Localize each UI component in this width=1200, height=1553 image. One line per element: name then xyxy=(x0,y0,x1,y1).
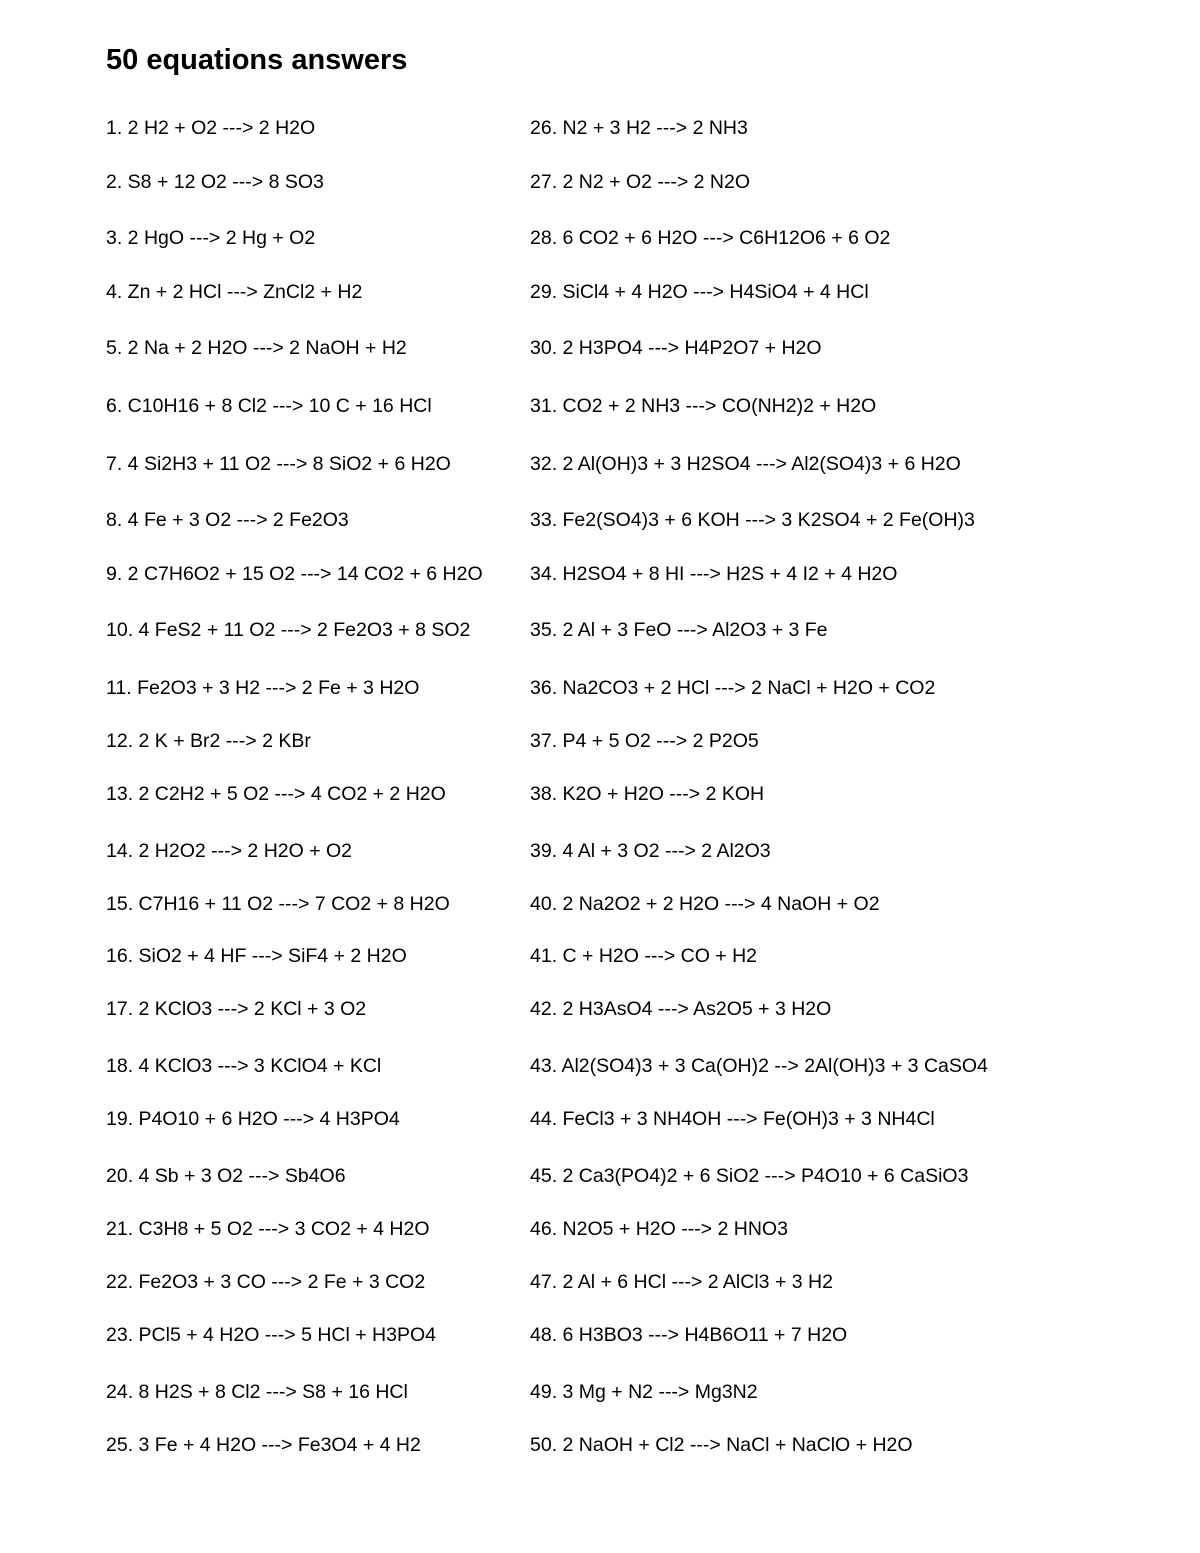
equation-40: 40. 2 Na2O2 + 2 H2O ---> 4 NaOH + O2 xyxy=(530,893,880,915)
equation-12: 12. 2 K + Br2 ---> 2 KBr xyxy=(106,730,311,752)
equation-39: 39. 4 Al + 3 O2 ---> 2 Al2O3 xyxy=(530,840,771,862)
equation-3: 3. 2 HgO ---> 2 Hg + O2 xyxy=(106,227,316,249)
equation-30: 30. 2 H3PO4 ---> H4P2O7 + H2O xyxy=(530,337,822,359)
equation-37: 37. P4 + 5 O2 ---> 2 P2O5 xyxy=(530,730,759,752)
equation-9: 9. 2 C7H6O2 + 15 O2 ---> 14 CO2 + 6 H2O xyxy=(106,563,483,585)
equation-42: 42. 2 H3AsO4 ---> As2O5 + 3 H2O xyxy=(530,998,832,1020)
equation-31: 31. CO2 + 2 NH3 ---> CO(NH2)2 + H2O xyxy=(530,395,877,417)
equation-35: 35. 2 Al + 3 FeO ---> Al2O3 + 3 Fe xyxy=(530,619,828,641)
equation-44: 44. FeCl3 + 3 NH4OH ---> Fe(OH)3 + 3 NH4Cl xyxy=(530,1108,935,1130)
equation-4: 4. Zn + 2 HCl ---> ZnCl2 + H2 xyxy=(106,281,363,303)
equation-50: 50. 2 NaOH + Cl2 ---> NaCl + NaClO + H2O xyxy=(530,1434,913,1456)
equation-36: 36. Na2CO3 + 2 HCl ---> 2 NaCl + H2O + CO2 xyxy=(530,677,936,699)
equation-26: 26. N2 + 3 H2 ---> 2 NH3 xyxy=(530,117,748,139)
equation-29: 29. SiCl4 + 4 H2O ---> H4SiO4 + 4 HCl xyxy=(530,281,869,303)
equation-41: 41. C + H2O ---> CO + H2 xyxy=(530,945,758,967)
equation-33: 33. Fe2(SO4)3 + 6 KOH ---> 3 K2SO4 + 2 Fe(OH)3 xyxy=(530,509,975,531)
equation-47: 47. 2 Al + 6 HCl ---> 2 AlCl3 + 3 H2 xyxy=(530,1271,833,1293)
equation-25: 25. 3 Fe + 4 H2O ---> Fe3O4 + 4 H2 xyxy=(106,1434,421,1456)
equation-45: 45. 2 Ca3(PO4)2 + 6 SiO2 ---> P4O10 + 6 CaSiO3 xyxy=(530,1165,969,1187)
equation-24: 24. 8 H2S + 8 Cl2 ---> S8 + 16 HCl xyxy=(106,1381,408,1403)
equation-17: 17. 2 KClO3 ---> 2 KCl + 3 O2 xyxy=(106,998,367,1020)
equation-23: 23. PCl5 + 4 H2O ---> 5 HCl + H3PO4 xyxy=(106,1324,437,1346)
equation-18: 18. 4 KClO3 ---> 3 KClO4 + KCl xyxy=(106,1055,382,1077)
equation-13: 13. 2 C2H2 + 5 O2 ---> 4 CO2 + 2 H2O xyxy=(106,783,446,805)
equation-20: 20. 4 Sb + 3 O2 ---> Sb4O6 xyxy=(106,1165,346,1187)
equation-38: 38. K2O + H2O ---> 2 KOH xyxy=(530,783,765,805)
equation-11: 11. Fe2O3 + 3 H2 ---> 2 Fe + 3 H2O xyxy=(106,677,420,699)
equation-1: 1. 2 H2 + O2 ---> 2 H2O xyxy=(106,117,316,139)
equation-8: 8. 4 Fe + 3 O2 ---> 2 Fe2O3 xyxy=(106,509,349,531)
equation-5: 5. 2 Na + 2 H2O ---> 2 NaOH + H2 xyxy=(106,337,407,359)
equation-19: 19. P4O10 + 6 H2O ---> 4 H3PO4 xyxy=(106,1108,400,1130)
equation-6: 6. C10H16 + 8 Cl2 ---> 10 C + 16 HCl xyxy=(106,395,432,417)
equation-22: 22. Fe2O3 + 3 CO ---> 2 Fe + 3 CO2 xyxy=(106,1271,426,1293)
equation-34: 34. H2SO4 + 8 HI ---> H2S + 4 I2 + 4 H2O xyxy=(530,563,898,585)
equation-7: 7. 4 Si2H3 + 11 O2 ---> 8 SiO2 + 6 H2O xyxy=(106,453,451,475)
page-title: 50 equations answers xyxy=(106,44,408,76)
equation-32: 32. 2 Al(OH)3 + 3 H2SO4 ---> Al2(SO4)3 + 6 H2O xyxy=(530,453,961,475)
equation-28: 28. 6 CO2 + 6 H2O ---> C6H12O6 + 6 O2 xyxy=(530,227,891,249)
equation-2: 2. S8 + 12 O2 ---> 8 SO3 xyxy=(106,171,324,193)
equation-10: 10. 4 FeS2 + 11 O2 ---> 2 Fe2O3 + 8 SO2 xyxy=(106,619,471,641)
equation-49: 49. 3 Mg + N2 ---> Mg3N2 xyxy=(530,1381,758,1403)
equation-46: 46. N2O5 + H2O ---> 2 HNO3 xyxy=(530,1218,788,1240)
equation-15: 15. C7H16 + 11 O2 ---> 7 CO2 + 8 H2O xyxy=(106,893,450,915)
equation-27: 27. 2 N2 + O2 ---> 2 N2O xyxy=(530,171,751,193)
equation-21: 21. C3H8 + 5 O2 ---> 3 CO2 + 4 H2O xyxy=(106,1218,430,1240)
equation-16: 16. SiO2 + 4 HF ---> SiF4 + 2 H2O xyxy=(106,945,407,967)
equation-43: 43. Al2(SO4)3 + 3 Ca(OH)2 --> 2Al(OH)3 + 3 CaSO4 xyxy=(530,1055,988,1077)
equation-14: 14. 2 H2O2 ---> 2 H2O + O2 xyxy=(106,840,353,862)
equation-48: 48. 6 H3BO3 ---> H4B6O11 + 7 H2O xyxy=(530,1324,848,1346)
